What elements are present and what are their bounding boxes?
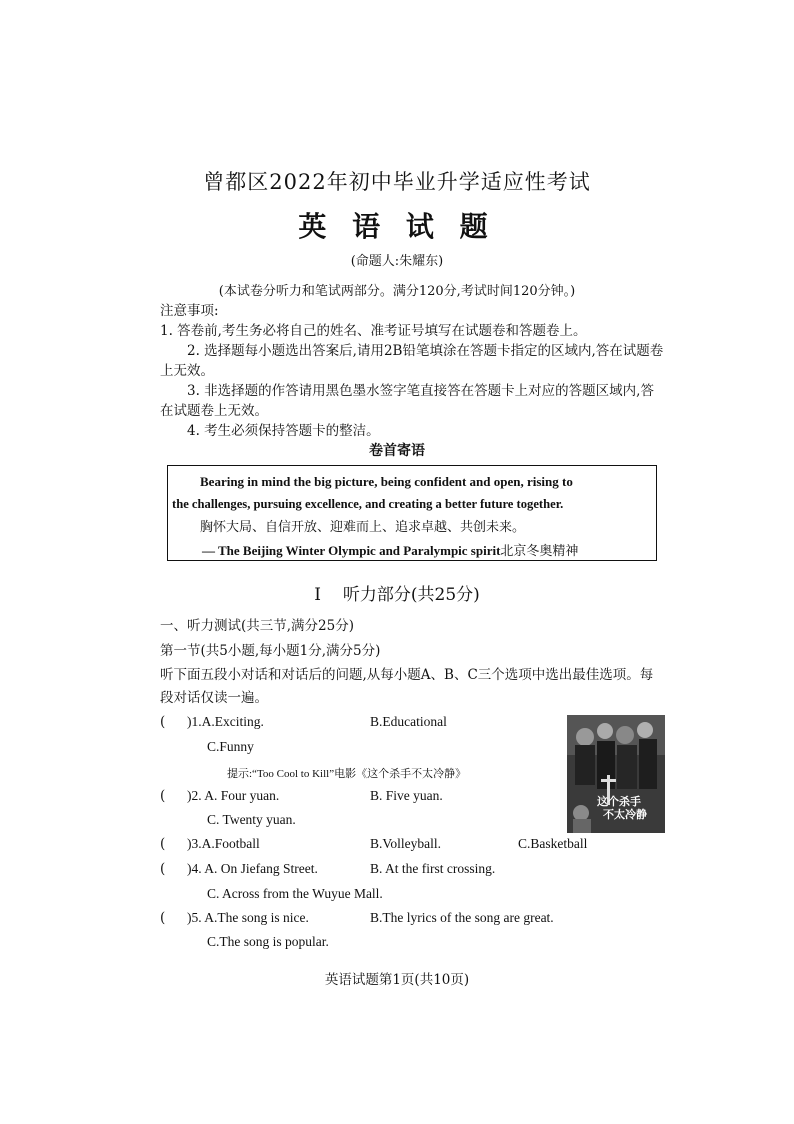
q3-option-a: )3.A.Football	[187, 836, 260, 851]
q1-hint: 提示:“Too Cool to Kill”电影《这个杀手不太冷静》	[227, 768, 467, 780]
note-item: 4. 考生必须保持答题卡的整洁。	[187, 423, 380, 439]
q2-option-c: C. Twenty yuan.	[207, 812, 296, 827]
part-heading	[0, 580, 794, 605]
q3-option-c: C.Basketball	[518, 836, 588, 851]
exam-title: 曾都区2022年初中毕业升学适应性考试	[203, 170, 591, 194]
q4-option-b: B. At the first crossing.	[370, 861, 496, 876]
q1-option-c: C.Funny	[207, 739, 254, 754]
motto-line-1: Bearing in mind the big picture, being confident and open, rising to	[200, 474, 573, 489]
q1-option-b: B.Educational	[370, 714, 447, 729]
q5-option-b: B.The lyrics of the song are great.	[370, 910, 554, 925]
note-item: 1. 答卷前,考生务必将自己的姓名、准考证号填写在试题卷和答题卷上。	[160, 323, 587, 339]
answer-blank-4[interactable]: (	[160, 861, 166, 877]
motto-line-4	[172, 539, 656, 563]
section-heading: 一、听力测试(共三节,满分25分)	[160, 618, 355, 634]
q2-option-b: B. Five yuan.	[370, 788, 443, 803]
motto-spirit-en: — The Beijing Winter Olympic and Paralympic spirit	[202, 543, 501, 558]
q5-option-c: C.The song is popular.	[207, 934, 329, 949]
answer-blank-3[interactable]: (	[160, 836, 166, 852]
note-item: 2. 选择题每小题选出答案后,请用2B铅笔填涂在答题卡指定的区域内,答在试题卷上无效。	[160, 343, 664, 379]
q4-option-a: )4. A. On Jiefang Street.	[187, 861, 318, 876]
q1-option-a: )1.A.Exciting.	[187, 714, 264, 729]
exam-intro: (本试卷分听力和笔试两部分。满分120分,考试时间120分钟。)	[218, 284, 576, 299]
motto-title: 卷首寄语	[369, 443, 425, 459]
section-instruction: 听下面五段小对话和对话后的问题,从每小题A、B、C三个选项中选出最佳选项。每段对话仅读一遍。	[160, 667, 654, 706]
q4-option-c: C. Across from the Wuyue Mall.	[207, 886, 383, 901]
answer-blank-5[interactable]: (	[160, 910, 166, 926]
motto-line-2: the challenges, pursuing excellence, and creating a better future together.	[172, 497, 564, 511]
notes-heading: 注意事项:	[160, 303, 219, 319]
poster-title-line-2: 不太冷静	[603, 808, 647, 821]
part-roman: I	[314, 585, 321, 605]
motto-box	[167, 465, 657, 561]
q5-option-a: )5. A.The song is nice.	[187, 910, 309, 925]
part-title: 听力部分(共25分)	[342, 585, 480, 605]
movie-poster	[567, 715, 665, 833]
motto-line-3: 胸怀大局、自信开放、迎难而上、追求卓越、共创未来。	[200, 520, 526, 535]
poster-title-line-1: 这个杀手	[597, 795, 641, 808]
answer-blank-1[interactable]: (	[160, 714, 166, 730]
section-sub: 第一节(共5小题,每小题1分,满分5分)	[160, 643, 381, 659]
motto-spirit-cn: 北京冬奥精神	[500, 544, 579, 559]
notes-block	[160, 301, 666, 441]
note-item: 3. 非选择题的作答请用黑色墨水签字笔直接答在答题卡上对应的答题区域内,答在试题卷上无效。	[160, 383, 654, 419]
page-footer: 英语试题第1页(共10页)	[324, 972, 470, 988]
poster-title	[597, 795, 663, 821]
q3-option-b: B.Volleyball.	[370, 836, 442, 851]
author-line: (命题人:朱耀东)	[350, 254, 444, 269]
subject-title: 英 语 试 题	[298, 210, 496, 243]
q2-option-a: )2. A. Four yuan.	[187, 788, 280, 803]
answer-blank-2[interactable]: (	[160, 788, 166, 804]
